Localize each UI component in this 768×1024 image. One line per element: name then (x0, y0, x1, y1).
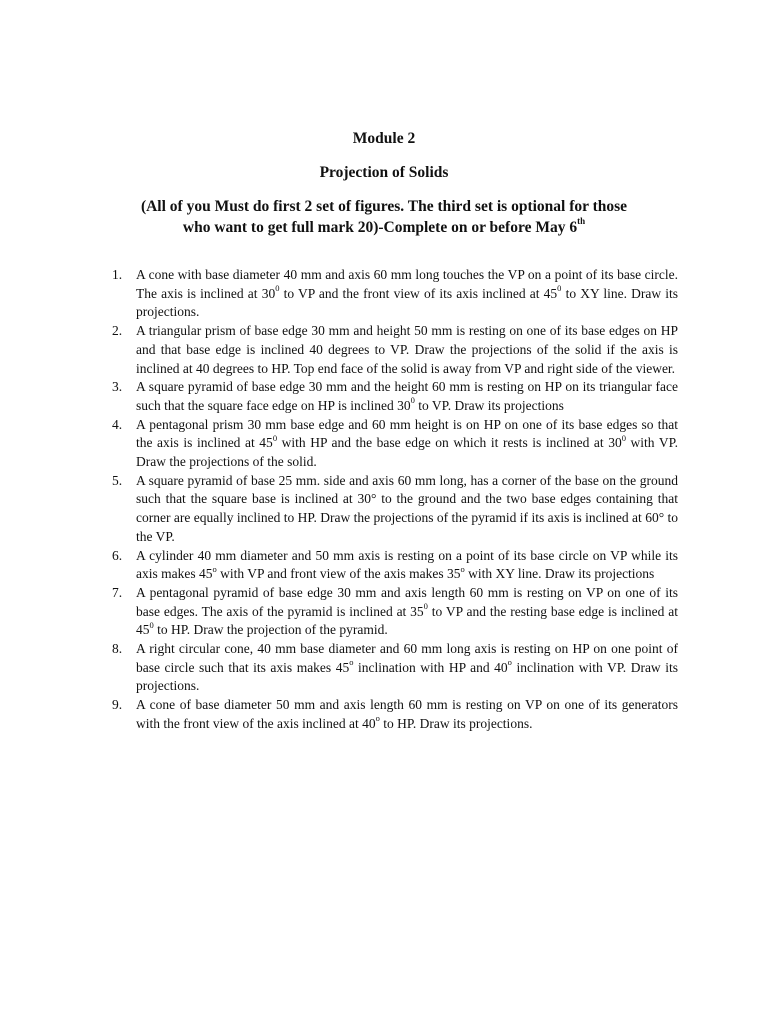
instructions-line-1: (All of you Must do first 2 set of figures. The third set is optional for those (140, 198, 628, 215)
question-text-run: inclination with VP. Draw its projections. (136, 659, 678, 694)
question-text-run: with VP and front view of the axis makes 35 (216, 566, 461, 582)
question-text-run: inclination with HP and 40 (353, 659, 508, 675)
question-text-run: to VP. Draw its projections (414, 397, 564, 413)
question-list (112, 266, 678, 734)
question-number: 2. (112, 323, 123, 339)
question-number: 6. (112, 547, 123, 563)
question-text-run: with HP and the base edge on which it rests is inclined at 30 (277, 435, 622, 451)
question-text (136, 379, 678, 413)
question-number: 9. (112, 697, 123, 713)
question-item (112, 416, 678, 472)
question-item (112, 378, 678, 415)
question-text-run: A cone with base diameter 40 mm and axis 60 mm long touches the VP on a point of its base circle. The axis is inclined at 30 (136, 267, 678, 301)
question-text (136, 641, 678, 693)
instructions-line-2-text: who want to get full mark 20)-Complete on or before May 6 (182, 219, 578, 236)
module-title: Module 2 (352, 130, 416, 147)
degree-superscript: 0 (621, 432, 626, 443)
question-text-run: with VP. Draw the projections of the solid. (136, 435, 678, 470)
question-text-run: to XY line. Draw its projections. (136, 285, 679, 320)
degree-superscript: 0 (149, 619, 154, 630)
question-text (136, 267, 678, 319)
degree-superscript: o (349, 657, 354, 668)
question-text-run: A pentagonal pyramid of base edge 30 mm and axis length 60 mm is resting on VP on one of its base edges. The axis of the pyramid is inclined at 35 (136, 584, 678, 619)
section-title: Projection of Solids (319, 164, 449, 181)
question-number: 5. (112, 472, 123, 488)
question-text-run: with XY line. Draw its projections (464, 566, 655, 582)
question-text-run: A cylinder 40 mm diameter and 50 mm axis is resting on a point of its base circle on VP while its axis makes 45 (136, 547, 678, 582)
instructions-line-2 (0, 217, 768, 238)
question-text-run: to HP. Draw the projection of the pyramid. (153, 622, 388, 638)
question-number: 3. (112, 379, 123, 395)
question-text-run: A cone of base diameter 50 mm and axis length 60 mm is resting on VP on one of its generators with the front view of the axis inclined at 40 (136, 697, 678, 731)
degree-superscript: 0 (557, 283, 562, 294)
assignment-instructions (0, 196, 768, 238)
question-text (136, 417, 678, 469)
degree-superscript: 0 (423, 601, 428, 612)
question-text-run: to VP and the resting base edge is inclined at 45 (136, 603, 678, 638)
question-text (136, 473, 678, 544)
question-item (112, 322, 678, 378)
question-text (136, 548, 678, 582)
question-text-run: to HP. Draw its projections. (379, 715, 533, 731)
question-text-run: to VP and the front view of its axis inclined at 45 (279, 285, 558, 301)
question-number: 1. (112, 267, 123, 282)
degree-superscript: o (460, 563, 465, 574)
question-number: 8. (112, 641, 123, 657)
question-text-run: A square pyramid of base 25 mm. side and axis 60 mm long, has a corner of the base on the ground such that the square base is inclined at 30° to the ground and the two base edges containing that corner are equally inclined to HP. Draw the projections of the pyramid if its axis is inclined at 60° to the VP. (136, 472, 678, 544)
question-item (112, 547, 678, 584)
question-item (112, 640, 678, 696)
degree-superscript: o (212, 563, 217, 574)
degree-superscript: 0 (272, 432, 278, 443)
degree-superscript: 0 (275, 283, 280, 294)
question-text (136, 323, 678, 375)
degree-superscript: o (507, 657, 512, 668)
question-text (136, 585, 678, 637)
question-text-run: A square pyramid of base edge 30 mm and the height 60 mm is resting on HP on its triangular face such that the square face edge on HP is inclined 30 (136, 379, 678, 413)
question-number: 7. (112, 584, 123, 600)
question-item (112, 266, 678, 322)
question-text-run: A pentagonal prism 30 mm base edge and 60 mm height is on HP on one of its base edges so that the axis is inclined at 45 (136, 416, 678, 451)
question-text-run: A right circular cone, 40 mm base diameter and 60 mm long axis is resting on HP on one point of base circle such that its axis makes 45 (136, 641, 678, 675)
question-text-run: A triangular prism of base edge 30 mm and height 50 mm is resting on one of its base edges on HP and that base edge is inclined 40 degrees to VP. Draw the projections of the solid if the axis is inclined at 40 degrees to HP. Top end face of the solid is away from VP and right side of the viewer. (136, 323, 678, 376)
degree-superscript: 0 (410, 395, 415, 406)
question-item (112, 472, 678, 547)
question-item (112, 584, 678, 640)
degree-superscript: o (375, 713, 380, 724)
question-item (112, 696, 678, 733)
question-text (136, 697, 678, 731)
question-number: 4. (112, 416, 123, 432)
ordinal-suffix: th (577, 215, 586, 226)
